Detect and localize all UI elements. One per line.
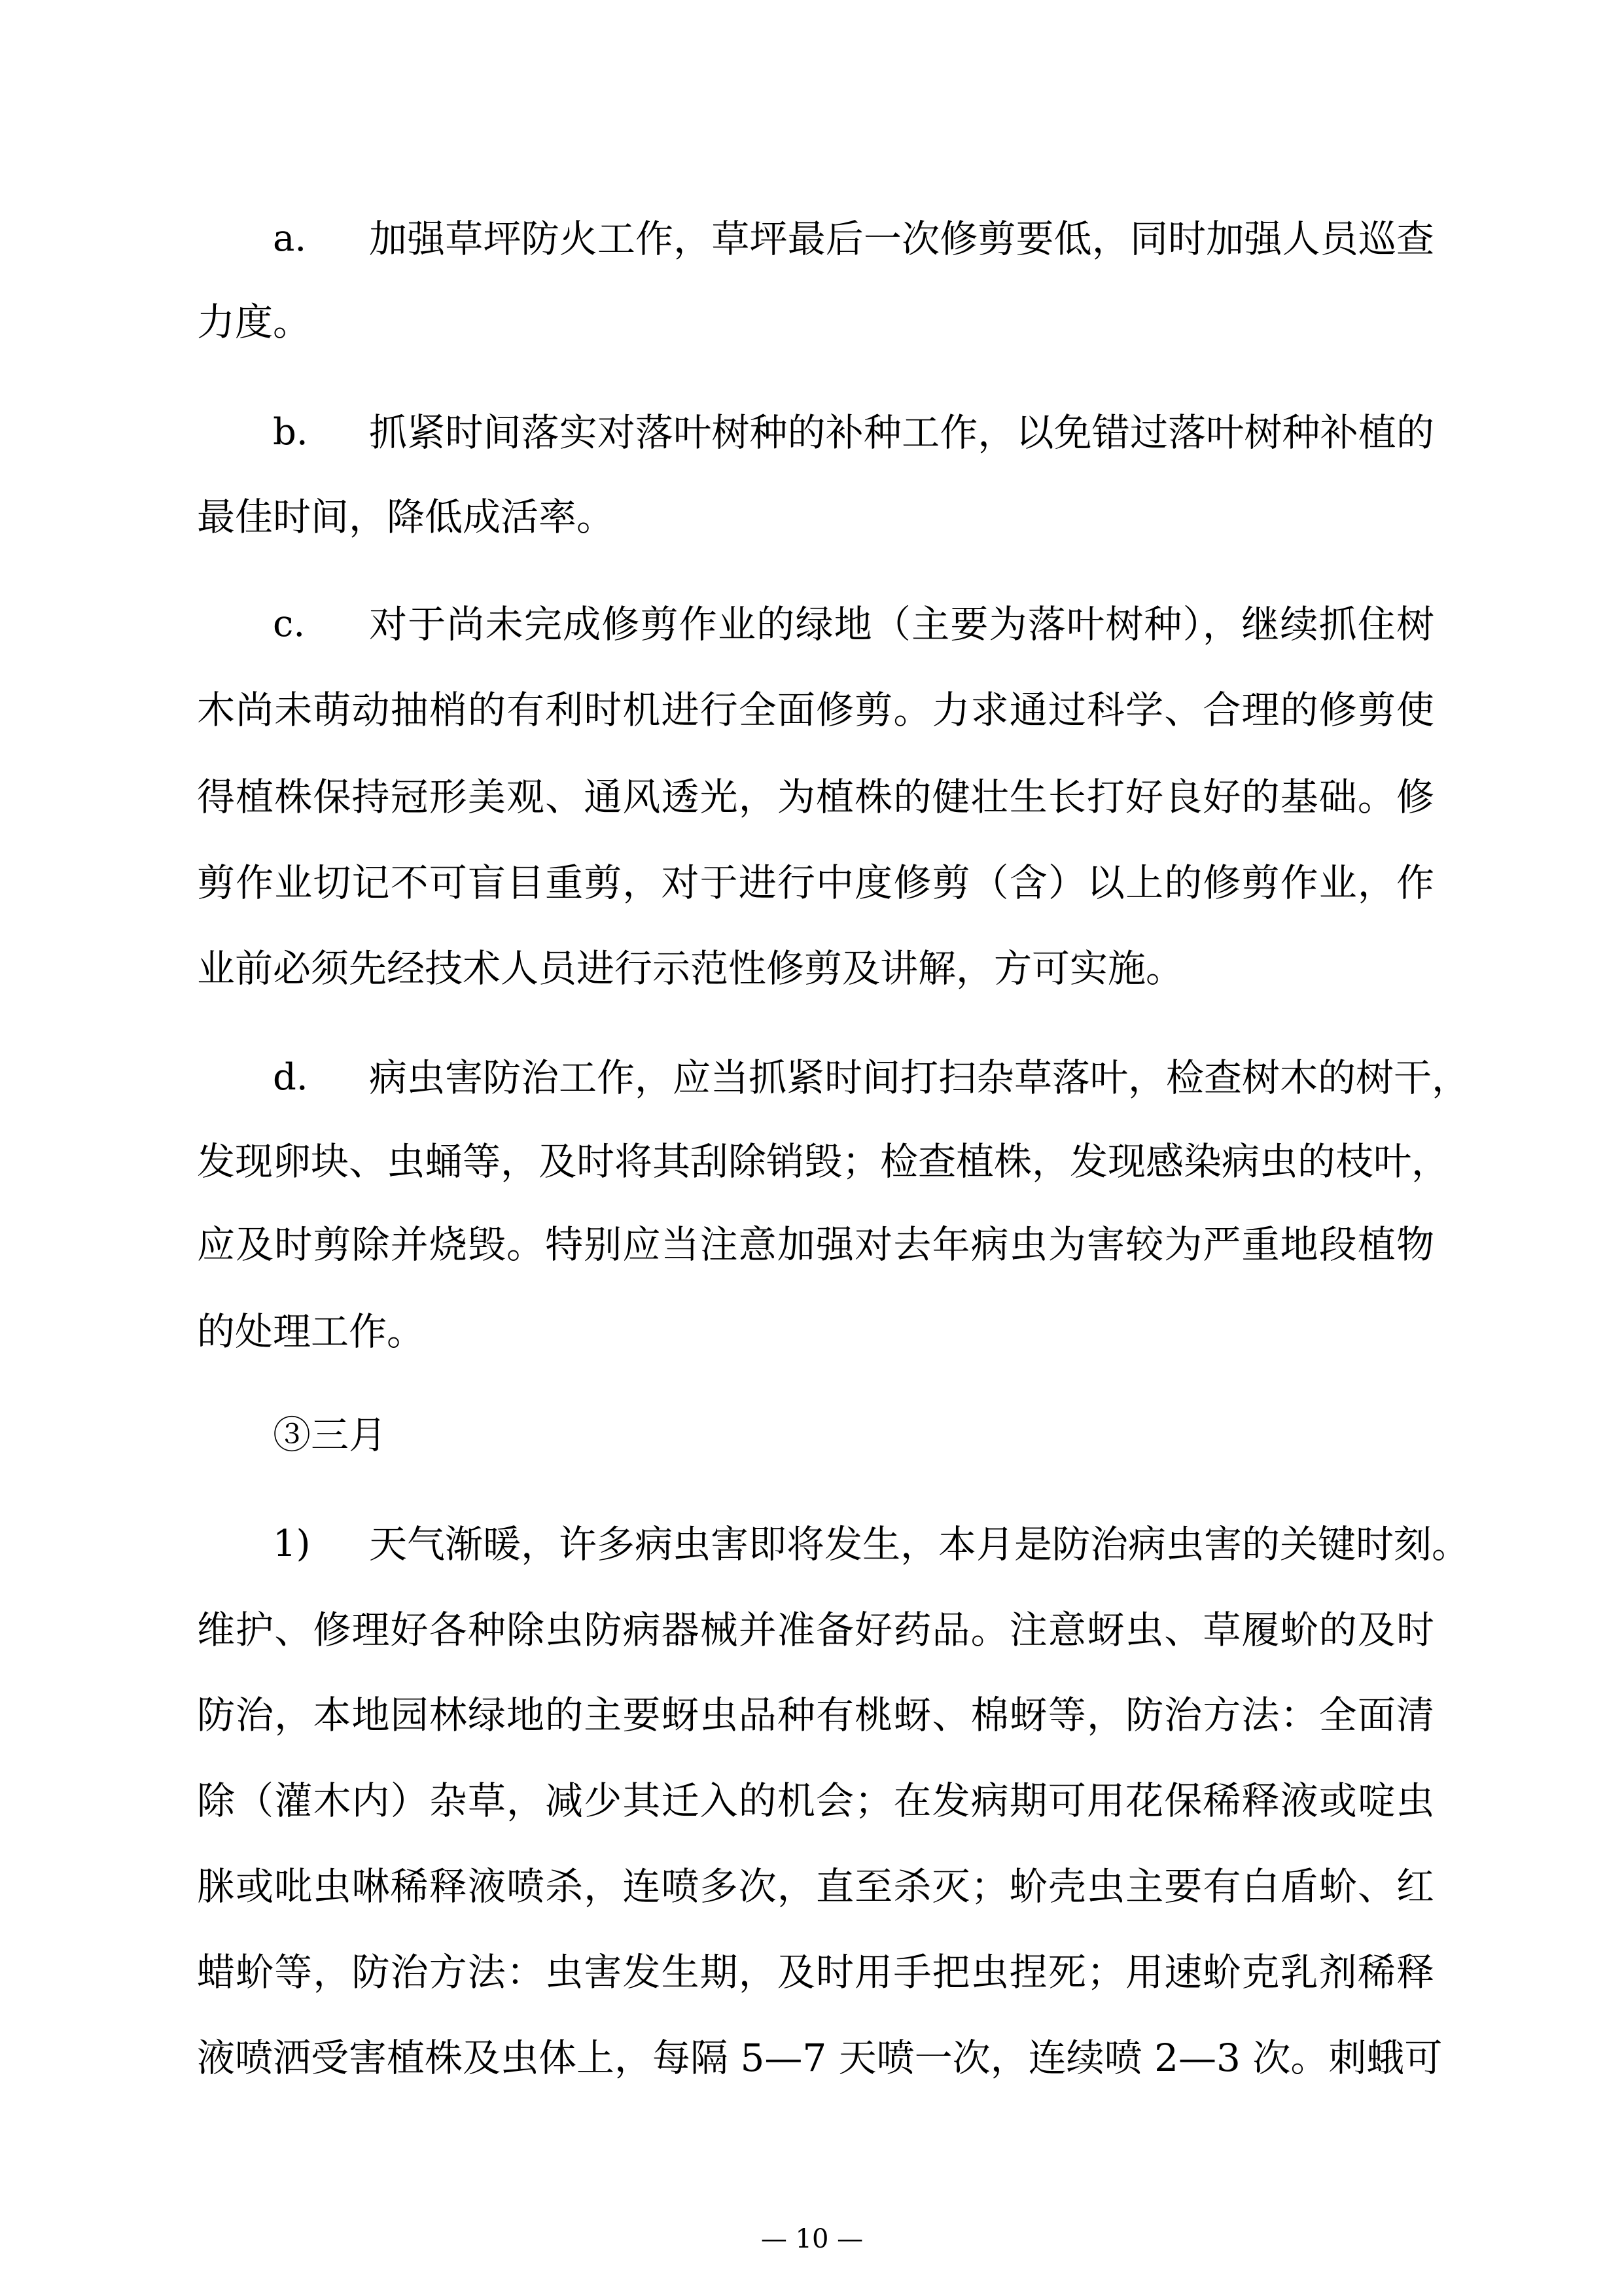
paragraph-1-line: 脒或吡虫啉稀释液喷杀，连喷多次，直至杀灭；蚧壳虫主要有白盾蚧、红 [197,1864,1434,1909]
paragraph-d-line: 发现卵块、虫蛹等，及时将其刮除销毁；检查植株，发现感染病虫的枝叶， [197,1139,1450,1184]
paragraph-a-line: 力度。 [197,300,311,344]
paragraph-c-line: 得植株保持冠形美观、通风透光，为植株的健壮生长打好良好的基础。修 [197,775,1434,819]
paragraph-c-line: 业前必须先经技术人员进行示范性修剪及讲解，方可实施。 [197,946,1184,991]
paragraph-1-line: 蜡蚧等，防治方法：虫害发生期，及时用手把虫捏死；用速蚧克乳剂稀释 [197,1950,1434,1994]
paragraph-b-line: 最佳时间，降低成活率。 [197,495,615,539]
section-heading-march: ③三月 [273,1413,387,1457]
paragraph-c-line: 剪作业切记不可盲目重剪，对于进行中度修剪（含）以上的修剪作业，作 [197,860,1434,905]
item-label-a: a. [273,217,307,260]
item-label-b: b. [273,411,308,453]
paragraph-a-line: 加强草坪防火工作，草坪最后一次修剪要低，同时加强人员巡查 [369,217,1434,261]
item-label-d: d. [273,1056,308,1099]
paragraph-1-line: 天气渐暖，许多病虫害即将发生，本月是防治病虫害的关键时刻。 [369,1522,1470,1566]
paragraph-1-line: 除（灌木内）杂草，减少其迁入的机会；在发病期可用花保稀释液或啶虫 [197,1778,1434,1823]
paragraph-b-line: 抓紧时间落实对落叶树种的补种工作，以免错过落叶树种补植的 [369,410,1434,455]
paragraph-d-line: 病虫害防治工作，应当抓紧时间打扫杂草落叶，检查树木的树干， [369,1055,1470,1100]
paragraph-c-line: 对于尚未完成修剪作业的绿地（主要为落叶树种），继续抓住树 [369,602,1434,646]
paragraph-1-line: 液喷洒受害植株及虫体上，每隔 5—7 天喷一次，连续喷 2—3 次。刺蛾可 [197,2036,1443,2080]
paragraph-1-line: 防治，本地园林绿地的主要蚜虫品种有桃蚜、棉蚜等，防治方法：全面清 [197,1693,1434,1737]
page-number: — 10 — [760,2224,864,2254]
paragraph-d-line: 应及时剪除并烧毁。特别应当注意加强对去年病虫为害较为严重地段植物 [197,1222,1434,1267]
item-label-1: 1) [273,1523,311,1565]
item-label-c: c. [273,603,306,645]
paragraph-c-line: 木尚未萌动抽梢的有利时机进行全面修剪。力求通过科学、合理的修剪使 [197,688,1434,732]
paragraph-d-line: 的处理工作。 [197,1309,425,1354]
paragraph-1-line: 维护、修理好各种除虫防病器械并准备好药品。注意蚜虫、草履蚧的及时 [197,1608,1434,1652]
